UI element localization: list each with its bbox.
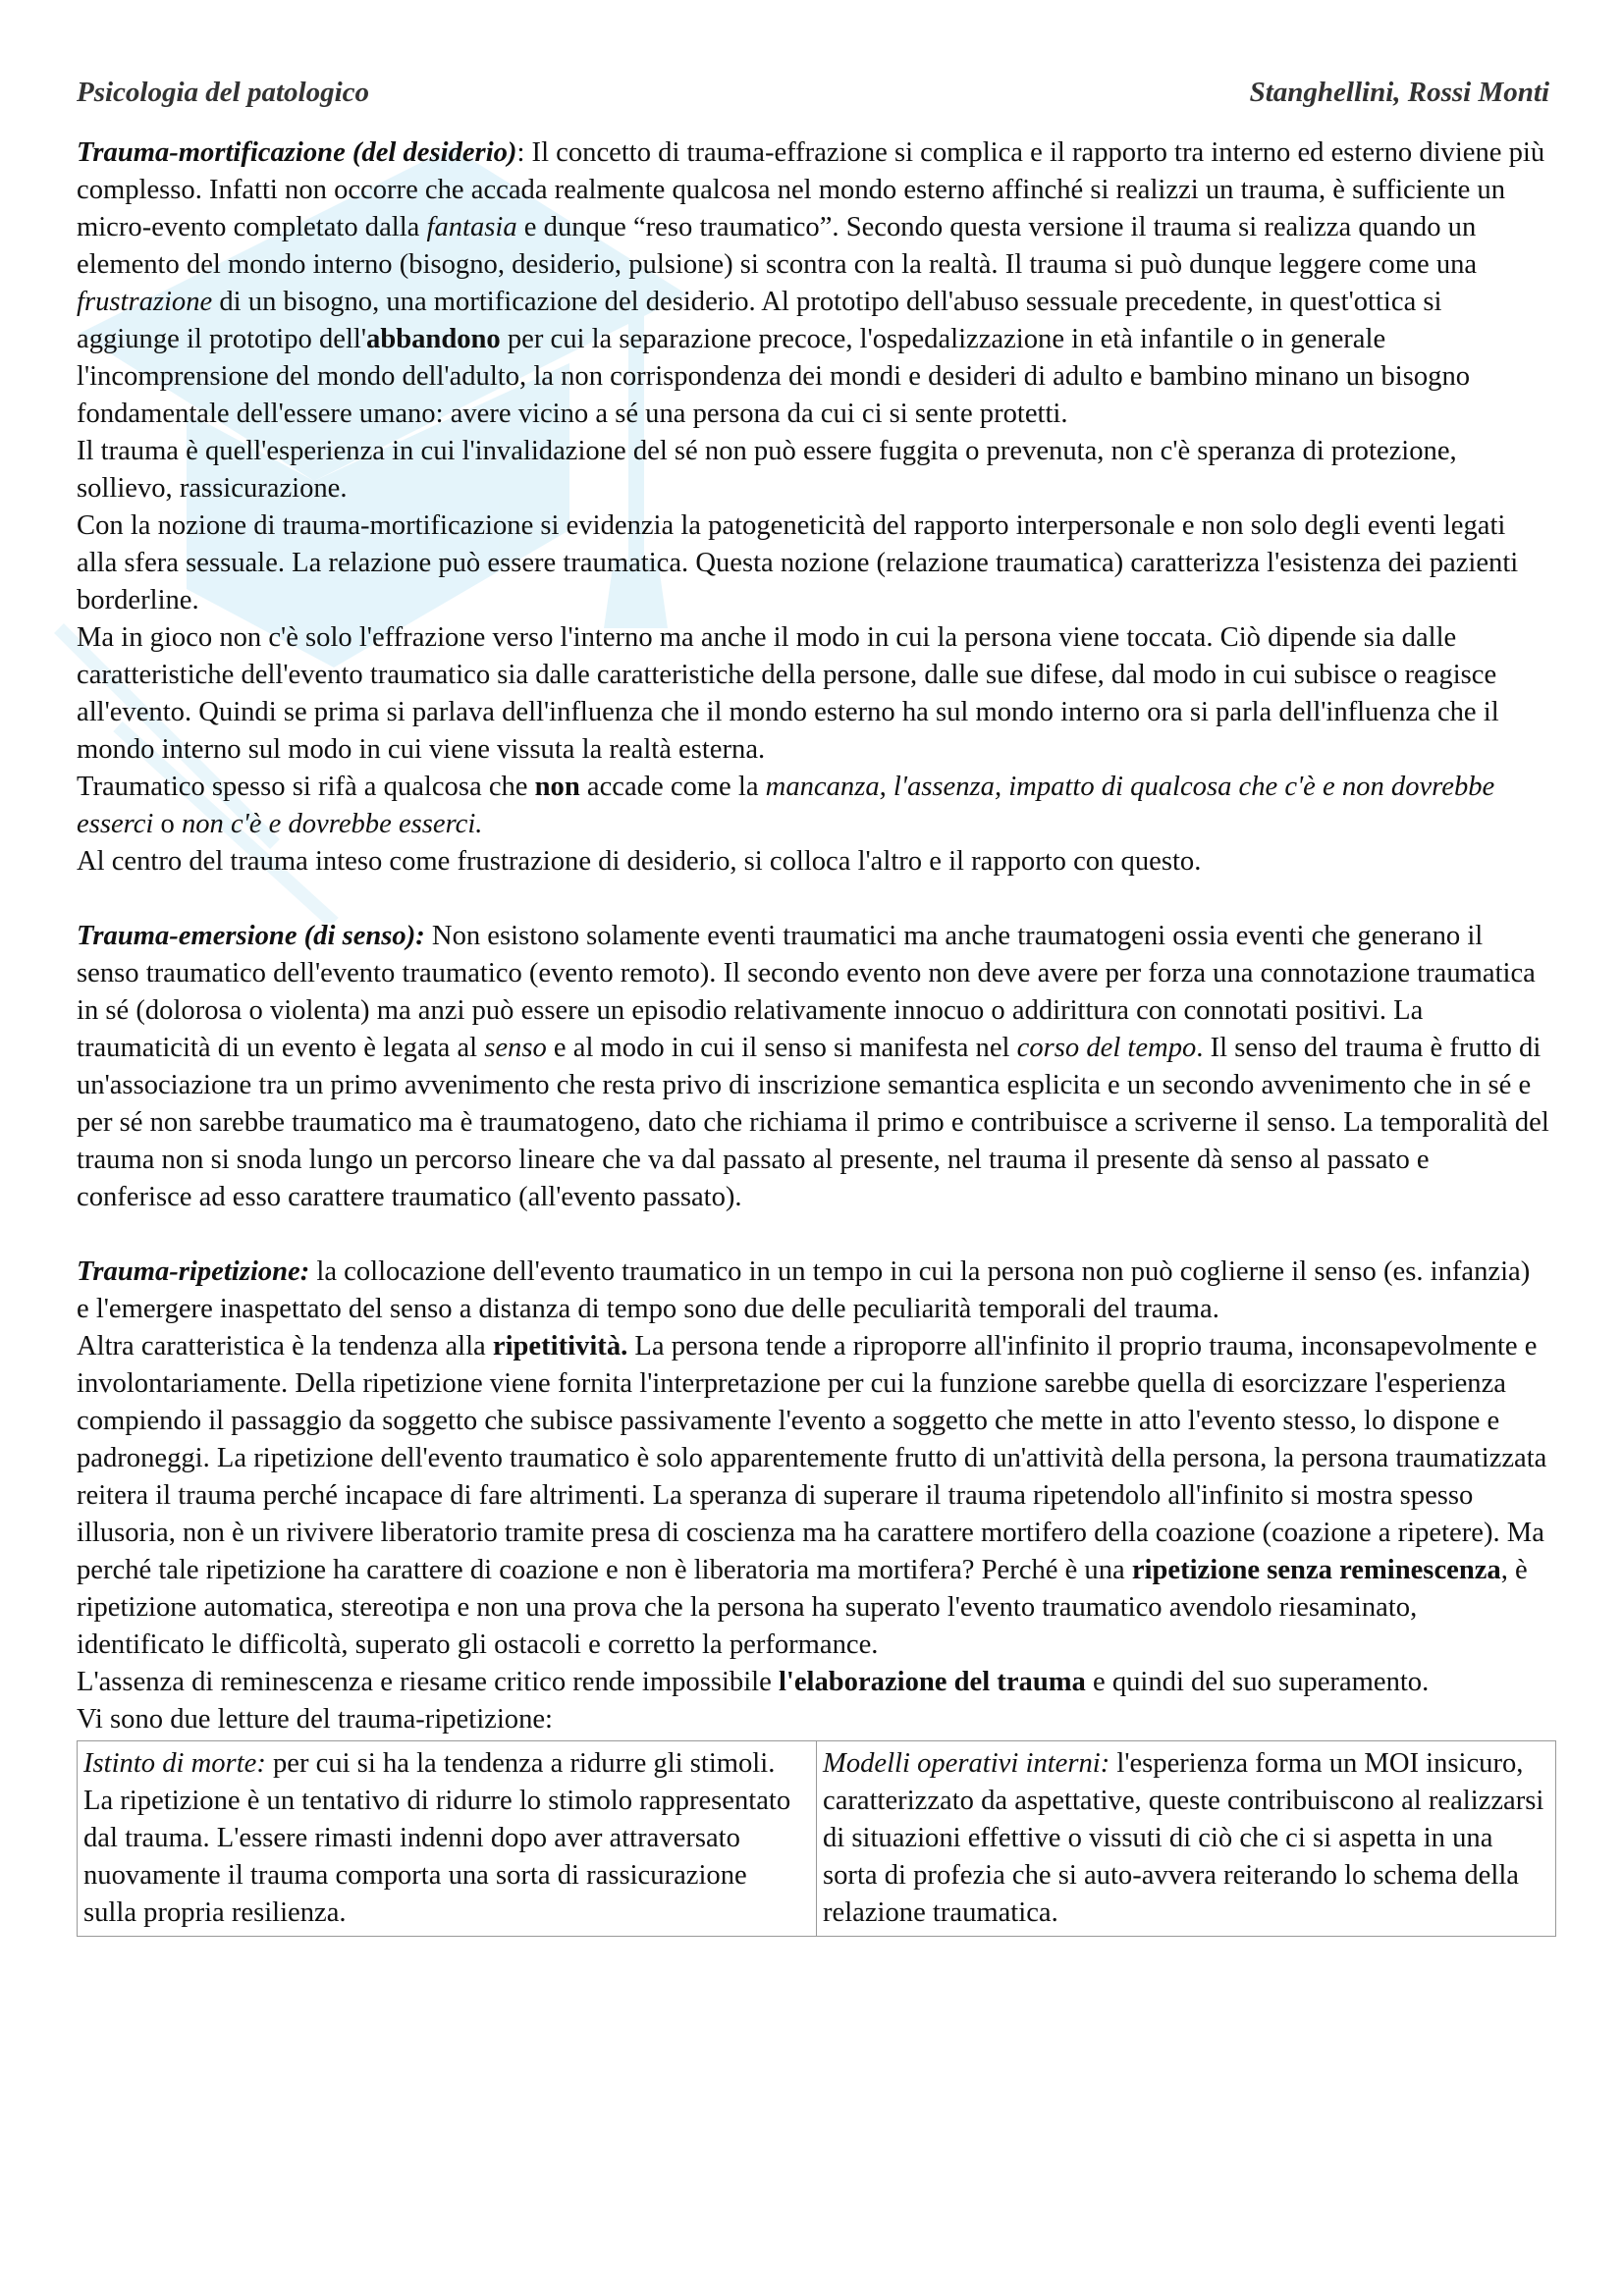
- italic-run: Istinto di morte:: [83, 1748, 266, 1779]
- paragraph: [77, 1328, 1549, 1664]
- paragraph: Vi sono due letture del trauma-ripetizione:: [77, 1704, 554, 1735]
- italic-run: non c'è e dovrebbe esserci.: [181, 809, 483, 839]
- text-run: Non esistono solamente eventi traumatici ma anche traumatogeni ossia eventi che generano il senso traumatico dell'evento traumatico (evento remoto). Il secondo evento non deve avere per forza una connotazione traumatica in sé (dolorosa o violenta) ma anzi può essere un episodio relativamente innocuo o addirittura con connotati positivi. La traumaticità di un evento è legata al: [77, 921, 1536, 1063]
- text-run: , è ripetizione automatica, stereotipa e non una prova che la persona ha superato l'evento traumatico avendolo riesaminato, identificato le difficoltà, superato gli ostacoli e corretto la performance.: [77, 1555, 1528, 1660]
- paragraph: [77, 1664, 1549, 1701]
- page-header: [77, 77, 1549, 109]
- text-run: per cui si ha la tendenza a ridurre gli stimoli. La ripetizione è un tentativo di ridurre lo stimolo rappresentato dal trauma. L'essere rimasti indenni dopo aver attraversato nuovamente il trauma comporta una sorta di rassicurazione sulla propria resilienza.: [83, 1748, 791, 1928]
- paragraph-trauma-ripetizione: [77, 1254, 1549, 1328]
- paragraph-trauma-mortificazione: [77, 134, 1549, 433]
- table-cell-modelli-operativi: [817, 1741, 1556, 1937]
- header-course-title: Psicologia del patologico: [77, 77, 370, 108]
- text-run: La persona tende a riproporre all'infinito il proprio trauma, inconsapevolmente e involontariamente. Della ripetizione viene fornita l'interpretazione per cui la funzione sarebbe quella di esorcizzare l'esperienza compiendo il passaggio da soggetto che subisce passivamente l'evento a soggetto che mette in atto l'evento stesso, lo dispone e padroneggi. La ripetizione dell'evento traumatico è solo apparentemente frutto di un'attività della persona, la persona traumatizzata reitera il trauma perché incapace di fare altrimenti. La speranza di superare il trauma ripetendolo all'infinito si mostra spesso illusoria, non è un rivivere liberatorio tramite presa di coscienza ma ha carattere mortifero della coazione (coazione a ripetere). Ma perché tale ripetizione ha carattere di coazione e non è liberatoria ma mortifera? Perché è una: [77, 1331, 1547, 1585]
- bold-run: l'elaborazione del trauma: [778, 1667, 1086, 1697]
- text-run: e al modo in cui il senso si manifesta nel: [546, 1033, 1017, 1063]
- italic-run: frustrazione: [77, 287, 213, 317]
- text-run: Traumatico spesso si rifà a qualcosa che: [77, 772, 535, 802]
- section-term: Trauma-ripetizione:: [77, 1256, 310, 1287]
- table-cell-istinto-di-morte: [78, 1741, 817, 1937]
- paragraph: Il trauma è quell'esperienza in cui l'invalidazione del sé non può essere fuggita o prevenuta, non c'è speranza di protezione, sollievo, rassicurazione.: [77, 436, 1457, 504]
- header-authors: Stanghellini, Rossi Monti: [1249, 77, 1549, 108]
- text-run: L'assenza di reminescenza e riesame critico rende impossibile: [77, 1667, 779, 1697]
- paragraph-trauma-emersione: [77, 918, 1549, 1216]
- text-run: e dunque “reso traumatico”. Secondo questa versione il trauma si realizza quando un elemento del mondo interno (bisogno, desiderio, pulsione) si scontra con la realtà. Il trauma si può dunque leggere come una: [77, 212, 1478, 280]
- italic-run: mancanza, l'assenza, impatto di qualcosa che c'è e non dovrebbe esserci: [77, 772, 1495, 839]
- section-term: Trauma-emersione (di senso):: [77, 921, 425, 951]
- text-run: accade come la: [579, 772, 766, 802]
- bold-run: abbandono: [366, 324, 501, 354]
- text-run: : Il concetto di trauma-effrazione si complica e il rapporto tra interno ed esterno diviene più complesso. Infatti non occorre che accada realmente qualcosa nel mondo esterno affinché si realizzi un trauma, è sufficiente un micro-evento completato dalla: [77, 137, 1545, 242]
- text-run: l'esperienza forma un MOI insicuro, caratterizzato da aspettative, queste contribuiscono al realizzarsi di situazioni effettive o vissuti di ciò che ci si aspetta in una sorta di profezia che si auto-avvera reiterando lo schema della relazione traumatica.: [823, 1748, 1544, 1928]
- paragraph: Al centro del trauma inteso come frustrazione di desiderio, si colloca l'altro e il rapporto con questo.: [77, 846, 1202, 877]
- text-run: Altra caratteristica è la tendenza alla: [77, 1331, 493, 1362]
- document-page: [77, 77, 1549, 1937]
- text-run: e quindi del suo superamento.: [1085, 1667, 1430, 1697]
- bold-run: non: [534, 772, 580, 802]
- italic-run: senso: [484, 1033, 547, 1063]
- text-run: . Il senso del trauma è frutto di un'associazione tra un primo avvenimento che resta privo di inscrizione semantica esplicita e un secondo avvenimento che in sé e per sé non sarebbe traumatico ma è traumatogeno, dato che richiama il primo e contribuisce a scriverne il senso. La temporalità del trauma non si snoda lungo un percorso lineare che va dal passato al presente, nel trauma il presente dà senso al passato e conferisce ad esso carattere traumatico (all'evento passato).: [77, 1033, 1549, 1212]
- section-term: Trauma-mortificazione (del desiderio): [77, 137, 517, 168]
- text-run: per cui la separazione precoce, l'ospedalizzazione in età infantile o in generale l'incomprensione del mondo dell'adulto, la non corrispondenza dei mondi e desideri di adulto e bambino minano un bisogno fondamentale dell'essere umano: avere vicino a sé una persona da cui ci si sente protetti.: [77, 324, 1471, 429]
- text-run: la collocazione dell'evento traumatico in un tempo in cui la persona non può coglierne il senso (es. infanzia) e l'emergere inaspettato del senso a distanza di tempo sono due delle peculiarità temporali del trauma.: [77, 1256, 1531, 1324]
- bold-run: ripetizione senza reminescenza: [1131, 1555, 1501, 1585]
- bold-run: ripetitività.: [492, 1331, 628, 1362]
- text-run: di un bisogno, una mortificazione del desiderio. Al prototipo dell'abuso sessuale precedente, in quest'ottica si aggiunge il prototipo dell': [77, 287, 1442, 354]
- readings-table: [77, 1740, 1556, 1937]
- italic-run: fantasia: [426, 212, 517, 242]
- spacer: [77, 1216, 1549, 1254]
- italic-run: Modelli operativi interni:: [823, 1748, 1110, 1779]
- paragraph: [77, 769, 1549, 843]
- italic-run: corso del tempo: [1016, 1033, 1197, 1063]
- paragraph: Con la nozione di trauma-mortificazione si evidenzia la patogeneticità del rapporto interpersonale e non solo degli eventi legati alla sfera sessuale. La relazione può essere traumatica. Questa nozione (relazione traumatica) caratterizza l'esistenza dei pazienti borderline.: [77, 510, 1519, 615]
- text-run: o: [153, 809, 182, 839]
- table-row: [78, 1741, 1556, 1937]
- spacer: [77, 881, 1549, 918]
- paragraph: Ma in gioco non c'è solo l'effrazione verso l'interno ma anche il modo in cui la persona viene toccata. Ciò dipende sia dalle caratteristiche dell'evento traumatico sia dalle caratteristiche della persone, dalle sue difese, dal modo in cui subisce o reagisce all'evento. Quindi se prima si parlava dell'influenza che il mondo esterno ha sul mondo interno ora si parla dell'influenza che il mondo interno sul modo in cui viene vissuta la realtà esterna.: [77, 622, 1499, 765]
